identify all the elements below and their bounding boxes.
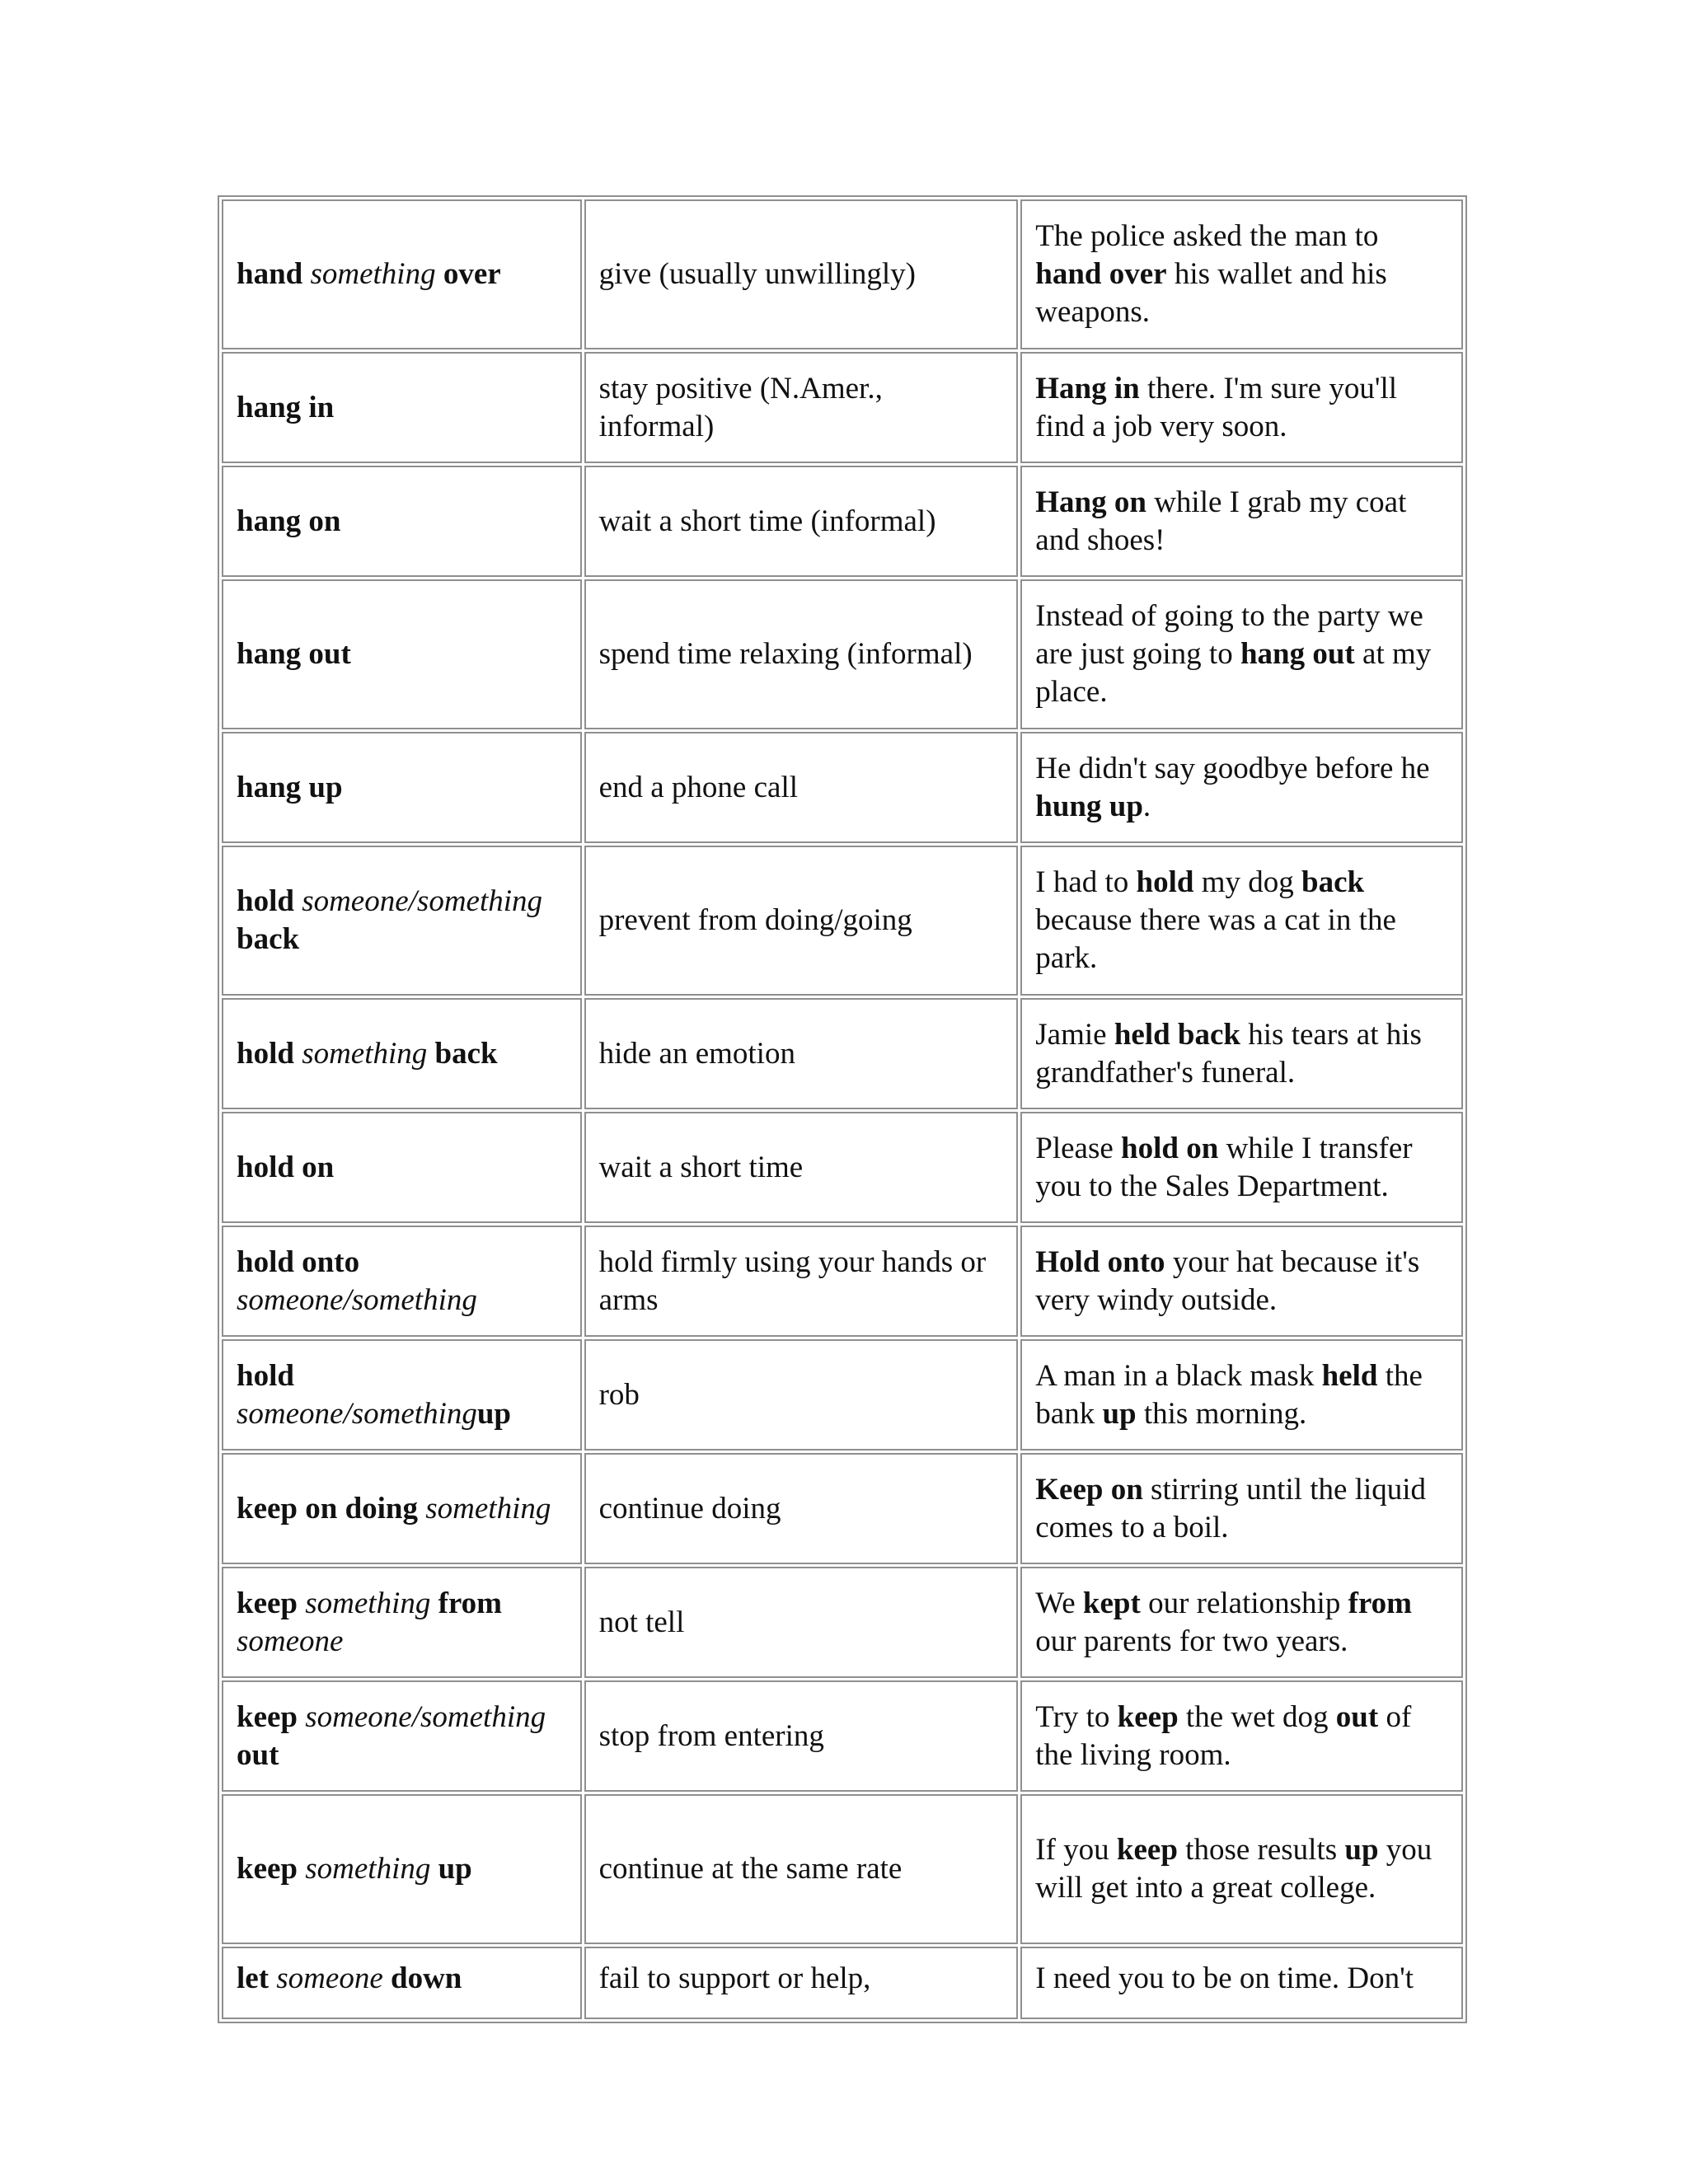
- example-cell: Keep on stirring until the liquid comes to a boil.: [1020, 1453, 1463, 1564]
- phrasal-verb-cell: hand something over: [222, 199, 582, 349]
- example-cell: Please hold on while I transfer you to the Sales Department.: [1020, 1112, 1463, 1223]
- table-row: [222, 1794, 1463, 1944]
- example-cell: Try to keep the wet dog out of the living room.: [1020, 1680, 1463, 1792]
- example-cell: If you keep those results up you will get into a great college.: [1020, 1794, 1463, 1944]
- example-cell: I need you to be on time. Don't: [1020, 1947, 1463, 2019]
- example-cell: We kept our relationship from our parents for two years.: [1020, 1567, 1463, 1678]
- table-row: [222, 466, 1463, 577]
- table-row: [222, 732, 1463, 843]
- example-cell: Hang in there. I'm sure you'll find a job very soon.: [1020, 352, 1463, 463]
- table-row: [222, 1567, 1463, 1678]
- meaning-cell: wait a short time (informal): [584, 466, 1019, 577]
- example-cell: Jamie held back his tears at his grandfather's funeral.: [1020, 998, 1463, 1109]
- phrasal-verb-cell: hold onto someone/something: [222, 1226, 582, 1337]
- meaning-cell: prevent from doing/going: [584, 846, 1019, 996]
- meaning-cell: stop from entering: [584, 1680, 1019, 1792]
- meaning-cell: not tell: [584, 1567, 1019, 1678]
- table-row: [222, 199, 1463, 349]
- phrasal-verb-cell: let someone down: [222, 1947, 582, 2019]
- phrasal-verb-cell: hold on: [222, 1112, 582, 1223]
- table-row: [222, 998, 1463, 1109]
- example-cell: Instead of going to the party we are just going to hang out at my place.: [1020, 579, 1463, 729]
- meaning-cell: spend time relaxing (informal): [584, 579, 1019, 729]
- meaning-cell: wait a short time: [584, 1112, 1019, 1223]
- example-cell: He didn't say goodbye before he hung up.: [1020, 732, 1463, 843]
- phrasal-verb-cell: hold someone/somethingup: [222, 1339, 582, 1451]
- meaning-cell: hide an emotion: [584, 998, 1019, 1109]
- meaning-cell: stay positive (N.Amer., informal): [584, 352, 1019, 463]
- meaning-cell: rob: [584, 1339, 1019, 1451]
- table-row: [222, 846, 1463, 996]
- table-row: [222, 579, 1463, 729]
- phrasal-verb-cell: hang on: [222, 466, 582, 577]
- meaning-cell: give (usually unwillingly): [584, 199, 1019, 349]
- table-row: [222, 1947, 1463, 2019]
- example-cell: The police asked the man to hand over his wallet and his weapons.: [1020, 199, 1463, 349]
- phrasal-verb-cell: hang out: [222, 579, 582, 729]
- example-cell: Hold onto your hat because it's very windy outside.: [1020, 1226, 1463, 1337]
- meaning-cell: end a phone call: [584, 732, 1019, 843]
- table-row: [222, 1226, 1463, 1337]
- phrasal-verb-cell: keep someone/something out: [222, 1680, 582, 1792]
- meaning-cell: fail to support or help,: [584, 1947, 1019, 2019]
- table-row: [222, 1339, 1463, 1451]
- meaning-cell: continue doing: [584, 1453, 1019, 1564]
- phrasal-verb-cell: hold someone/something back: [222, 846, 582, 996]
- phrasal-verb-cell: hold something back: [222, 998, 582, 1109]
- phrasal-verb-cell: keep something from someone: [222, 1567, 582, 1678]
- phrasal-verb-cell: keep on doing something: [222, 1453, 582, 1564]
- table-row: [222, 1680, 1463, 1792]
- example-cell: I had to hold my dog back because there was a cat in the park.: [1020, 846, 1463, 996]
- meaning-cell: continue at the same rate: [584, 1794, 1019, 1944]
- example-cell: Hang on while I grab my coat and shoes!: [1020, 466, 1463, 577]
- table-body: [222, 199, 1463, 2019]
- phrasal-verbs-table: [218, 195, 1467, 2023]
- table-row: [222, 352, 1463, 463]
- table-row: [222, 1112, 1463, 1223]
- phrasal-verb-cell: hang up: [222, 732, 582, 843]
- phrasal-verb-cell: hang in: [222, 352, 582, 463]
- table-row: [222, 1453, 1463, 1564]
- meaning-cell: hold firmly using your hands or arms: [584, 1226, 1019, 1337]
- example-cell: A man in a black mask held the bank up this morning.: [1020, 1339, 1463, 1451]
- phrasal-verb-cell: keep something up: [222, 1794, 582, 1944]
